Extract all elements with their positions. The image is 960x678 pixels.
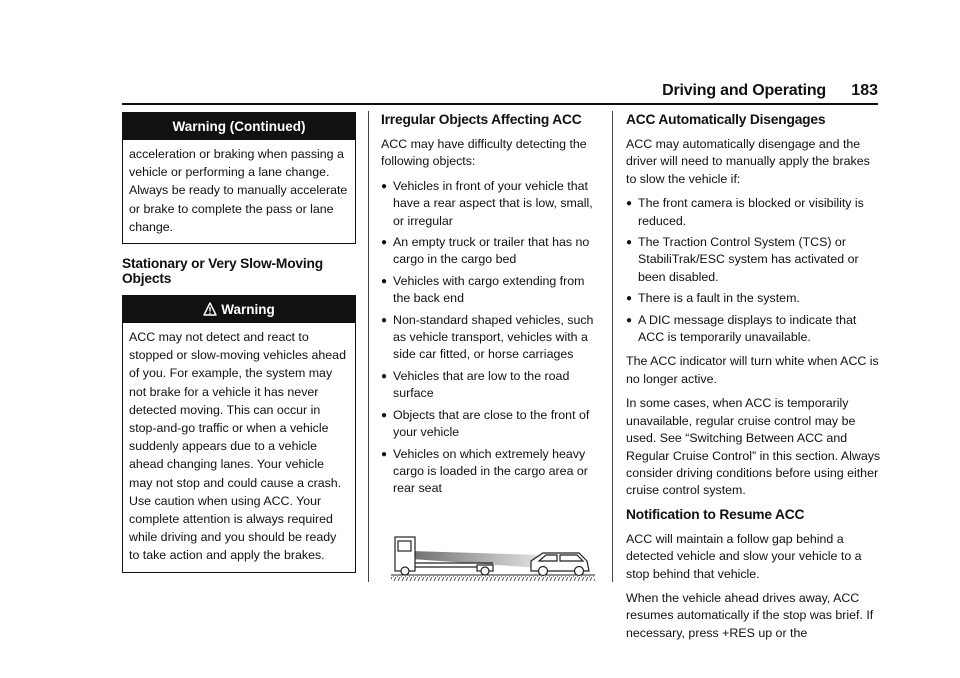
header-rule xyxy=(122,103,878,105)
stationary-objects-heading: Stationary or Very Slow-Moving Objects xyxy=(122,256,323,287)
list-item: ● Non-standard shaped vehicles, such as vehicle transport, vehicles with a side car fitted, or horse carriages xyxy=(381,312,594,362)
list-item: ● Objects that are close to the front of your vehicle xyxy=(381,407,590,440)
section-title: Driving and Operating xyxy=(662,82,826,99)
warning-box xyxy=(122,295,356,573)
paragraph: When the vehicle ahead drives away, ACC resumes automatically if the stop was brief. If necessary, press +RES up or the xyxy=(626,590,874,640)
truck-detection-illustration xyxy=(381,523,603,593)
list-item: ● There is a fault in the system. xyxy=(626,291,800,306)
list-item: ● Vehicles with cargo extending from the back end xyxy=(381,273,585,306)
irregular-objects-intro: ACC may have difficulty detecting the following objects: xyxy=(381,137,587,169)
warning-continued-text: acceleration or braking when passing a vehicle or performing a lane change. Always be ready to manually accelerate or brake to complete the pass or lane change. xyxy=(129,147,348,234)
list-item: ● An empty truck or trailer that has no cargo in the cargo bed xyxy=(381,235,590,267)
resume-heading: Notification to Resume ACC xyxy=(626,506,805,522)
paragraph: The ACC indicator will turn white when ACC is no longer active. xyxy=(626,354,879,386)
column-divider-2 xyxy=(612,111,613,582)
list-item: ● A DIC message displays to indicate that ACC is temporarily unavailable. xyxy=(626,312,857,345)
list-item: ● Vehicles that are low to the road surface xyxy=(381,368,570,401)
irregular-objects-heading: Irregular Objects Affecting ACC xyxy=(381,112,582,127)
warning-title-bar xyxy=(123,296,355,323)
paragraph: In some cases, when ACC is temporarily unavailable, regular cruise control may be used. See “Switching Between ACC and Regular Cruise Control” in this section. Always consider driving conditions before using either cruise control system. xyxy=(626,396,881,498)
disengages-heading: ACC Automatically Disengages xyxy=(626,112,826,127)
warning-continued-box xyxy=(122,112,356,244)
column-1 xyxy=(122,112,356,585)
list-item: ● Vehicles on which extremely heavy cargo is loaded in the cargo area or rear seat xyxy=(381,446,588,496)
list-item: ● Vehicles in front of your vehicle that have a rear aspect that is low, small, or irregular xyxy=(381,178,593,228)
car xyxy=(531,553,589,576)
warning-triangle-icon xyxy=(203,302,217,316)
column-3 xyxy=(626,112,882,649)
warning-continued-title: Warning (Continued) xyxy=(123,113,355,140)
page-number: 183 xyxy=(851,82,878,99)
disengages-list xyxy=(626,195,882,346)
list-item: ● The front camera is blocked or visibility is reduced. xyxy=(626,196,864,228)
disengages-intro: ACC may automatically disengage and the driver will need to manually apply the brakes to slow the vehicle if: xyxy=(626,137,870,186)
list-item: ● The Traction Control System (TCS) or StabiliTrak/ESC system has activated or been disabled. xyxy=(626,235,859,284)
warning-title: Warning xyxy=(221,302,275,318)
warning-text: ACC may not detect and react to stopped or slow-moving vehicles ahead of you. For example, the system may not brake for a vehicle it has never detected moving. This can occur in stop-and-go traffic or when a vehicle suddenly appears due to a vehicle ahead changing lanes. Your vehicle may not stop and could cause a crash. Use caution when using ACC. Your complete attention is always required while driving and you should be ready to take action and apply the brakes. xyxy=(129,330,346,563)
column-divider-1 xyxy=(368,111,369,582)
paragraph: ACC will maintain a follow gap behind a detected vehicle and slow your vehicle to a stop behind that vehicle. xyxy=(626,531,862,581)
page-header xyxy=(122,82,882,104)
irregular-objects-list xyxy=(381,178,603,498)
column-2 xyxy=(381,112,603,598)
